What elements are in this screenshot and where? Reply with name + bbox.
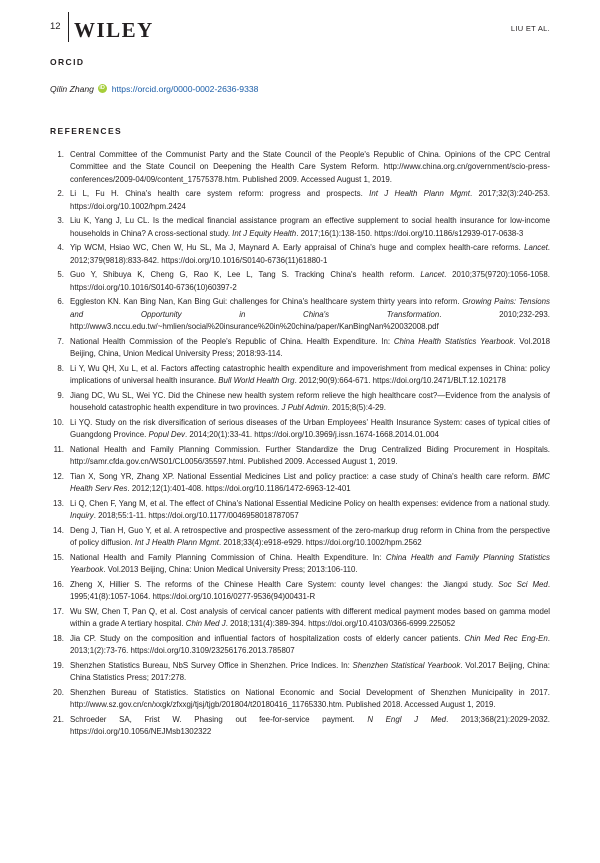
- reference-journal: Int J Health Plann Mgmt: [369, 189, 470, 199]
- reference-number: 15.: [53, 552, 64, 562]
- reference-text: Deng J, Tian H, Guo Y, et al. A retrospective and prospective assessment of the zero-markup drug reform in China from the perspective of policy diffusion.: [70, 525, 550, 548]
- reference-item: [50, 471, 550, 496]
- reference-details: . 2013;1(2):73-76. https://doi.org/10.3109/23256176.2013.785807: [70, 633, 550, 656]
- reference-number: 14.: [53, 525, 64, 535]
- references-heading: REFERENCES: [50, 126, 123, 136]
- reference-text: Li L, Fu H. China's health care system reform: progress and prospects.: [70, 189, 370, 199]
- reference-details: . 1995;41(8):1057-1064. https://doi.org/10.1016/0277-9536(94)00431-R: [70, 579, 551, 602]
- reference-text: National Health and Family Planning Commission of China. Health Expenditure. In:: [70, 552, 386, 562]
- reference-text: Liu K, Yang J, Lu CL. Is the medical financial assistance program an effective supplement to social health insurance for low-income households in China? A cross-sectional study.: [70, 216, 550, 238]
- reference-number: 9.: [57, 390, 64, 400]
- reference-number: 13.: [53, 498, 64, 508]
- reference-number: 1.: [57, 150, 64, 159]
- reference-number: 20.: [53, 687, 64, 697]
- orcid-icon: [98, 84, 107, 93]
- reference-journal: Growing Pains: Tensions and Opportunity in China's Transformation: [70, 297, 550, 319]
- header-divider: [68, 12, 69, 42]
- reference-list: [50, 149, 550, 741]
- reference-item: [50, 498, 550, 523]
- reference-number: 7.: [57, 336, 64, 346]
- reference-details: . 2014;20(1):33-41. https://doi.org/10.3969/j.issn.1674-1668.2014.01.004: [184, 430, 439, 440]
- reference-text: Jiang DC, Wu SL, Wei YC. Did the Chinese new health system reform relieve the high healthcare cost?—Evidence from the analysis of household catastrophic health expenditure in two provinces.: [70, 390, 550, 413]
- reference-item: [50, 687, 550, 712]
- reference-number: 12.: [53, 471, 64, 481]
- reference-journal: Shenzhen Statistical Yearbook: [352, 660, 461, 670]
- page-header: [50, 12, 550, 46]
- reference-journal: J Publ Admin: [281, 403, 328, 413]
- reference-number: 19.: [53, 660, 64, 670]
- reference-number: 21.: [53, 714, 64, 724]
- reference-text: Wu SW, Chen T, Pan Q, et al. Cost analysis of cervical cancer patients with different medical payment modes based on gamma model within a grade A tertiary hospital.: [70, 606, 550, 629]
- reference-number: 8.: [57, 363, 64, 373]
- reference-item: [50, 188, 550, 213]
- reference-details: . 2015;8(5):4-29.: [327, 403, 386, 413]
- reference-item: [50, 552, 550, 577]
- reference-item: [50, 525, 550, 550]
- publisher-logo: WILEY: [74, 18, 154, 42]
- reference-details: . 2018;55:1-11. https://doi.org/10.1177/0046958018787057: [93, 511, 299, 521]
- reference-item: [50, 417, 550, 442]
- reference-item: [50, 579, 550, 604]
- reference-details: . 2010;232-293. http://www3.nccu.edu.tw/~hmlien/social%20insurance%20in%20china/paper/KanBingNan%20032008.pdf: [70, 309, 550, 332]
- reference-journal: Lancet: [524, 243, 548, 253]
- reference-journal: N Engl J Med: [367, 714, 447, 724]
- reference-item: [50, 149, 550, 186]
- reference-item: [50, 363, 550, 388]
- reference-journal: Popul Dev: [148, 430, 185, 440]
- reference-journal: Chin Med Rec Eng-En: [464, 633, 548, 643]
- running-head: LIU ET AL.: [510, 24, 550, 33]
- reference-details: . 2017;16(1):138-150. https://doi.org/10.1186/s12939-017-0638-3: [296, 228, 524, 238]
- reference-text: Jia CP. Study on the composition and influential factors of hospitalization costs of elderly cancer patients.: [70, 633, 465, 643]
- page-number: 12: [50, 21, 61, 32]
- reference-number: 11.: [53, 444, 64, 454]
- reference-number: 2.: [57, 189, 64, 199]
- reference-details: . 2018;131(4):389-394. https://doi.org/10.4103/0366-6999.225052: [225, 619, 456, 629]
- reference-item: [50, 269, 550, 294]
- reference-number: 10.: [53, 417, 64, 427]
- reference-details: . Vol.2017 Beijing, China: China Statistics Press; 2017:278.: [70, 660, 550, 683]
- reference-number: 4.: [57, 243, 64, 253]
- reference-number: 5.: [57, 270, 64, 280]
- reference-journal: Chin Med J: [185, 619, 226, 629]
- orcid-heading: ORCID: [50, 57, 85, 67]
- reference-number: 6.: [57, 297, 64, 307]
- reference-item: [50, 390, 550, 415]
- reference-journal: Int J Health Plann Mgmt: [134, 538, 219, 548]
- reference-text: Zheng X, Hillier S. The reforms of the Chinese Health Care System: county level changes: the Jiangxi study.: [70, 579, 499, 589]
- reference-text: National Health and Family Planning Commission. Further Standardize the Drug Centralized Biding Procurement in Hospitals. http://samr.cfda.gov.cn/WS01/CL0056/35597.html. Published 2009. Accessed August 1, 2019.: [70, 444, 550, 467]
- orcid-link[interactable]: https://orcid.org/0000-0002-2636-9338: [111, 84, 259, 94]
- reference-details: . 2012;379(9818):833-842. https://doi.org/10.1016/S0140-6736(11)61880-1: [70, 243, 550, 265]
- reference-text: Eggleston KN. Kan Bing Nan, Kan Bing Gui: challenges for China's healthcare system thirty years into reform.: [70, 297, 463, 307]
- reference-item: [50, 444, 550, 469]
- reference-journal: BMC Health Serv Res: [70, 471, 550, 494]
- orcid-entry: [50, 84, 258, 94]
- reference-text: Shenzhen Statistics Bureau, NbS Survey Office in Shenzhen. Price Indices. In:: [70, 660, 353, 670]
- reference-details: . Vol.2018 Beijing, China, Union Medical University Press; 2018:93-114.: [70, 336, 550, 359]
- reference-details: . 2018;33(4):e918-e929. https://doi.org/10.1002/hpm.2562: [219, 538, 422, 548]
- reference-details: . 2012;12(1):401-408. https://doi.org/10.1186/1472-6963-12-401: [127, 484, 351, 494]
- reference-details: . 2010;375(9720):1056-1058. https://doi.org/10.1016/S0140-6736(10)60397-2: [70, 270, 550, 292]
- reference-number: 18.: [53, 633, 64, 643]
- reference-details: . 2012;90(9):664-671. https://doi.org/10.2471/BLT.12.102178: [294, 376, 506, 386]
- reference-journal: China Health and Family Planning Statistics Yearbook: [70, 552, 550, 575]
- reference-text: Central Committee of the Communist Party and the State Council of the People's Republic of China. Opinions of the CPC Central Committee and the State Council on Deepening the Health Care System Reform. http://www.china.org.cn/government/scio-press-conferences/2009-04/09/content_17575378.htm. Published 2009. Accessed August 1, 2019.: [70, 150, 550, 184]
- reference-text: Li Y, Wu QH, Xu L, et al. Factors affecting catastrophic health expenditure and impoverishment from medical expenses in China: policy implications of universal health insurance.: [70, 363, 550, 386]
- reference-number: 3.: [57, 216, 64, 226]
- reference-item: [50, 714, 550, 739]
- reference-journal: Lancet: [420, 270, 445, 280]
- reference-text: National Health Commission of the People's Republic of China. Health Expenditure. In:: [70, 336, 394, 346]
- reference-text: Li Q, Chen F, Yang M, et al. The effect of China's National Essential Medicine Policy on health expenses: evidence from a national study.: [70, 498, 550, 508]
- reference-item: [50, 660, 550, 685]
- reference-text: Shenzhen Bureau of Statistics. Statistics on National Economic and Social Development of Shenzhen Municipality in 2017. http://www.sz.gov.cn/cn/xxgk/zfxxgj/tjsj/tjgb/201804/t20180416_11765330.htm. Published 2018. Accessed August 1, 2019.: [70, 687, 550, 710]
- reference-text: Guo Y, Shibuya K, Cheng G, Rao K, Lee L, Tang S. Tracking China's health reform.: [70, 270, 421, 280]
- reference-journal: Bull World Health Org: [218, 376, 295, 386]
- reference-details: . Vol.2013 Beijing, China: Union Medical University Press; 2013:106-110.: [103, 565, 358, 575]
- orcid-author-name: Qilin Zhang: [50, 84, 94, 94]
- reference-details: . 2013;368(21):2029-2032. https://doi.org/10.1056/NEJMsb1302322: [70, 714, 550, 737]
- reference-journal: China Health Statistics Yearbook: [393, 336, 514, 346]
- reference-journal: Soc Sci Med: [498, 579, 548, 589]
- reference-journal: Int J Equity Health: [232, 228, 297, 238]
- reference-details: . 2017;32(3):240-253. https://doi.org/10.1002/hpm.2424: [70, 189, 550, 211]
- reference-number: 17.: [53, 606, 64, 616]
- reference-journal: Inquiry: [70, 511, 94, 521]
- reference-item: [50, 242, 550, 267]
- reference-item: [50, 215, 550, 240]
- reference-text: Yip WCM, Hsiao WC, Chen W, Hu SL, Ma J, Maynard A. Early appraisal of China's huge and complex health-care reforms.: [70, 243, 525, 253]
- reference-text: Li YQ. Study on the risk diversification of serious diseases of the Urban Employees' Health Insurance System: cases of typical cities of Guangdong Province.: [70, 417, 550, 440]
- reference-item: [50, 633, 550, 658]
- reference-item: [50, 606, 550, 631]
- reference-item: [50, 296, 550, 333]
- reference-item: [50, 336, 550, 361]
- reference-text: Schroeder SA, Frist W. Phasing out fee-for-service payment.: [70, 714, 368, 724]
- reference-text: Tian X, Song YR, Zhang XP. National Essential Medicines List and policy practice: a case study of China's health care reform.: [70, 471, 533, 481]
- reference-number: 16.: [53, 579, 64, 589]
